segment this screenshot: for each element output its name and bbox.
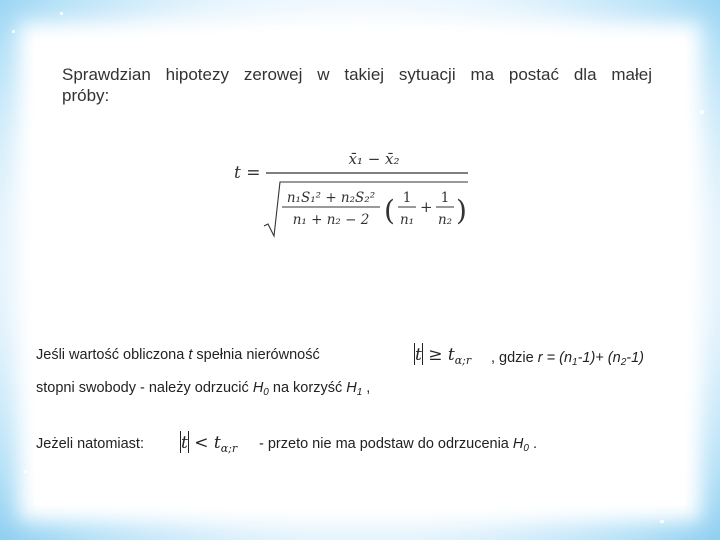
abs-bar-right xyxy=(188,431,189,453)
reject-h0: H xyxy=(252,380,264,396)
no-reject-h0: H xyxy=(512,436,524,452)
otherwise-prefix: Jeżeli natomiast: xyxy=(36,436,144,452)
background-speck xyxy=(660,520,664,523)
frac2-denominator: n₂ xyxy=(437,212,453,228)
inner-numerator: n₁S₁² + n₂S₂² xyxy=(286,190,376,206)
formula-numerator: x̄₁ − x̄₂ xyxy=(348,150,400,168)
inequality-reject xyxy=(414,343,471,367)
df-part-b: = (n xyxy=(542,350,573,366)
background-speck xyxy=(12,30,15,33)
degrees-of-freedom-text xyxy=(491,350,644,366)
formula-lhs: t = xyxy=(234,163,261,183)
abs-bar-right xyxy=(422,343,423,365)
reject-h0-sub: 0 xyxy=(263,387,269,398)
background-speck xyxy=(24,470,27,473)
t-statistic-formula xyxy=(232,140,482,250)
condition-mid: spełnia nierówność xyxy=(192,347,320,363)
inequality-accept xyxy=(180,431,237,455)
condition-prefix: Jeśli wartość obliczona xyxy=(36,347,189,363)
heading-text: Sprawdzian hipotezy zerowej w takiej sytuacji ma postać dla małej próby: xyxy=(62,65,652,105)
no-reject-h0-sub: 0 xyxy=(523,443,529,454)
background-speck xyxy=(700,110,704,114)
plus-sign: + xyxy=(420,198,433,216)
df-var-r: r xyxy=(537,350,543,366)
inequality2-op: < t xyxy=(194,433,221,453)
reject-text xyxy=(36,380,370,396)
df-prefix: , gdzie xyxy=(491,350,538,366)
condition-text xyxy=(36,347,320,363)
background-speck xyxy=(60,12,63,15)
df-sub1: 1 xyxy=(572,357,578,368)
no-reject-prefix: - przeto nie ma podstaw do odrzucenia xyxy=(259,436,513,452)
frac2-numerator: 1 xyxy=(440,190,450,206)
frac1-denominator: n₁ xyxy=(399,212,415,228)
inner-denominator: n₁ + n₂ − 2 xyxy=(292,212,370,228)
inequality1-op: ≥ t xyxy=(428,345,455,365)
inequality2-t: t xyxy=(181,433,188,453)
inequality2-sub: α;r xyxy=(220,442,238,455)
frac1-numerator: 1 xyxy=(402,190,412,206)
no-reject-text xyxy=(259,436,537,452)
inequality1-t: t xyxy=(415,345,422,365)
df-sub2: 2 xyxy=(620,357,627,368)
reject-end: , xyxy=(362,380,371,396)
reject-h1-sub: 1 xyxy=(356,387,363,398)
no-reject-end: . xyxy=(528,436,538,452)
condition-var-t: t xyxy=(188,347,193,363)
formula-svg xyxy=(232,140,482,250)
right-paren: ) xyxy=(456,194,467,227)
inequality1-sub: α;r xyxy=(454,354,472,367)
df-part-c: -1)+ (n xyxy=(577,350,621,366)
left-paren: ( xyxy=(384,194,395,227)
reject-mid: na korzyść xyxy=(268,380,347,396)
reject-prefix: stopni swobody - należy odrzucić xyxy=(36,380,253,396)
df-part-d: -1) xyxy=(626,350,644,366)
reject-h1: H xyxy=(346,380,357,396)
